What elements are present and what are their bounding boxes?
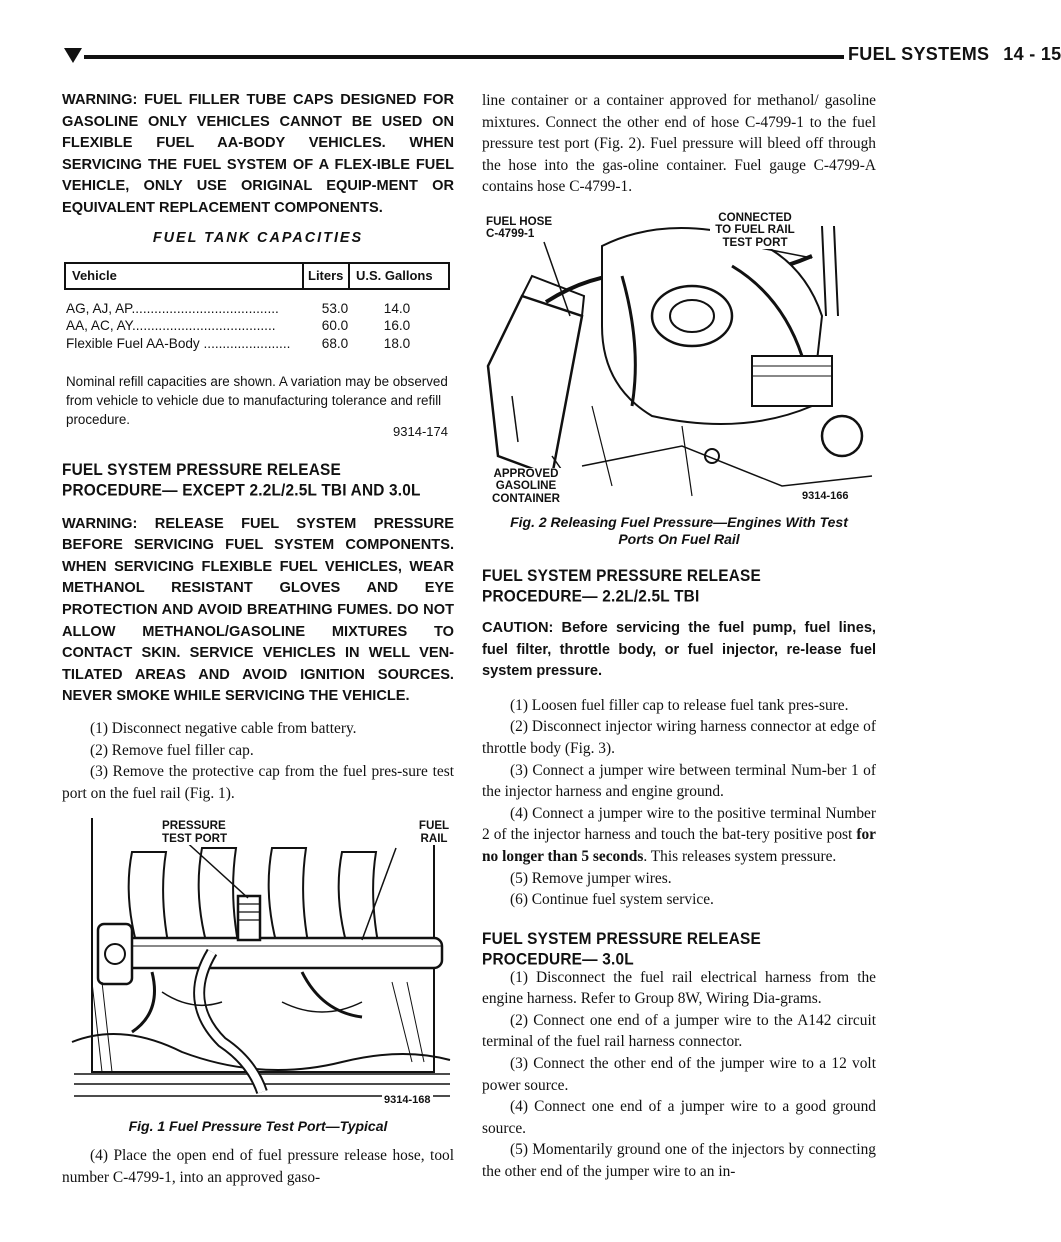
table-body <box>66 300 448 353</box>
table-row <box>66 317 448 335</box>
table-header <box>64 262 450 290</box>
figure-2-releasing-fuel-pressure <box>482 206 876 510</box>
table-row <box>66 335 448 353</box>
heading-line: FUEL SYSTEM PRESSURE RELEASE <box>482 929 761 949</box>
figure-1-caption: Fig. 1 Fuel Pressure Test Port—Typical <box>128 1118 388 1135</box>
header-vehicle: Vehicle <box>66 264 304 288</box>
label-gasoline-container: APPROVED GASOLINE CONTAINER <box>482 468 570 506</box>
figure-1-pressure-test-port <box>62 812 454 1114</box>
procedure-step: (1) Loosen fuel filler cap to release fuel tank pres-sure. <box>510 696 849 714</box>
heading-line: FUEL SYSTEM PRESSURE RELEASE <box>482 567 761 586</box>
page-header <box>848 44 1061 65</box>
continued-text: line container or a container approved for methanol/ gasoline mixtures. Connect the other end of hose C-4799-1 to the fuel pressure test port (Fig. 2). Fuel pressure will bleed off through the hose into the gas-oline container. Fuel gauge C-4799-A contains hose C-4799-1. <box>482 92 876 196</box>
cell-vehicle: AG, AJ, AP....................................... <box>66 300 279 316</box>
filler-cap-warning: WARNING: FUEL FILLER TUBE CAPS DESIGNED FOR GASOLINE ONLY VEHICLES CANNOT BE USED ON FLEXIBLE FUEL AA-BODY VEHICLES. WHEN SERVICING THE FUEL SYSTEM OF A FLEX-IBLE FUEL VEHICLE, ONLY USE ORIGINAL EQUIP-MENT OR EQUIVALENT REPLACEMENT COMPONENTS. <box>62 92 454 216</box>
pressure-release-warning: WARNING: RELEASE FUEL SYSTEM PRESSURE BEFORE SERVICING FUEL SYSTEM COMPONENTS. WHEN SERVICING FLEXIBLE FUEL VEHICLES, WEAR METHANOL RESISTANT GLOVES AND EYE PROTECTION AND AVOID BREATHING FUMES. DO NOT ALLOW METHANOL/GASOLINE MIXTURES TO CONTACT SKIN. SERVICE VEHICLES IN WELL VEN-TILATED AREAS AND AVOID IGNITION SOURCES. NEVER SMOKE WHILE SERVICING THE VEHICLE. <box>62 515 454 705</box>
header-liters: Liters <box>304 264 350 288</box>
cell-gallons: 16.0 <box>383 318 411 334</box>
table-row <box>66 300 448 318</box>
procedure-step: (1) Disconnect negative cable from battery. <box>90 719 357 737</box>
header-gallons: U.S. Gallons <box>356 268 433 284</box>
cell-liters: 60.0 <box>321 318 349 334</box>
cell-gallons: 14.0 <box>383 300 411 316</box>
procedure-step <box>482 803 876 868</box>
procedure-step: (5) Remove jumper wires. <box>510 869 672 887</box>
cell-vehicle: Flexible Fuel AA-Body ....................... <box>66 336 291 352</box>
label-fuel-rail: FUEL RAIL <box>414 820 454 845</box>
label-fuel-hose: FUEL HOSE C-4799-1 <box>484 216 558 241</box>
engine-illustration-2 <box>482 206 876 510</box>
right-column <box>482 90 876 1183</box>
caption-line: Fig. 2 Releasing Fuel Pressure—Engines With Test <box>510 513 848 530</box>
section-heading <box>482 566 876 607</box>
cell-liters: 68.0 <box>321 336 349 352</box>
cell-liters: 53.0 <box>321 300 349 316</box>
left-column <box>62 90 454 1188</box>
procedure-step: (3) Connect a jumper wire between terminal Num-ber 1 of the injector harness and engine ground. <box>482 761 876 801</box>
step-emphasis: for no longer than 5 seconds <box>482 826 876 865</box>
procedure-step: (3) Remove the protective cap from the fuel pres-sure test port on the fuel rail (Fig. 1). <box>62 763 454 802</box>
step-text: (4) Connect a jumper wire to the positive terminal Number 2 of the injector harness and touch the bat-tery positive post <box>482 804 876 844</box>
step-text: . This releases system pressure. <box>643 847 837 865</box>
procedure-step: (4) Connect one end of a jumper wire to a good ground source. <box>482 1098 876 1137</box>
caution-note: CAUTION: Before servicing the fuel pump, fuel lines, fuel filter, throttle body, or fuel injector, re-lease fuel system pressure. <box>482 619 876 680</box>
procedure-step: (3) Connect the other end of the jumper wire to a 12 volt power source. <box>482 1055 876 1094</box>
section-title: FUEL SYSTEMS <box>848 44 990 64</box>
procedure-step: (1) Disconnect the fuel rail electrical harness from the engine harness. Refer to Group 8W, Wiring Dia-grams. <box>482 968 876 1008</box>
capacity-note: Nominal refill capacities are shown. A variation may be observed from vehicle to vehicle due to manufacturing tolerance and refill procedure. <box>66 373 448 427</box>
cell-gallons: 18.0 <box>383 336 411 352</box>
label-connected-to-port: CONNECTED TO FUEL RAIL TEST PORT <box>710 212 800 250</box>
heading-line: PROCEDURE— EXCEPT 2.2L/2.5L TBI AND 3.0L <box>62 481 421 500</box>
page-number: 14 - 15 <box>1003 44 1061 64</box>
figure-2-caption <box>482 514 876 548</box>
engine-illustration-1 <box>62 812 454 1114</box>
figure-code: 9314-168 <box>384 1094 431 1107</box>
procedure-step: (2) Remove fuel filler cap. <box>90 741 254 759</box>
procedure-step: (4) Place the open end of fuel pressure release hose, tool number C-4799-1, into an approved gaso- <box>62 1147 454 1186</box>
label-pressure-test-port: PRESSURE TEST PORT <box>160 820 234 845</box>
cell-vehicle: AA, AC, AY...................................... <box>66 318 276 334</box>
procedure-step: (2) Disconnect injector wiring harness connector at edge of throttle body (Fig. 3). <box>482 718 876 757</box>
heading-line: PROCEDURE— 2.2L/2.5L TBI <box>482 587 700 606</box>
capacity-table-title: FUEL TANK CAPACITIES <box>152 229 364 246</box>
heading-line: PROCEDURE— 3.0L <box>482 950 634 969</box>
section-heading <box>62 460 454 501</box>
procedure-step: (6) Continue fuel system service. <box>510 891 714 909</box>
figure-code: 9314-174 <box>393 423 448 439</box>
procedure-step: (5) Momentarily ground one of the injectors by connecting the other end of the jumper wire to an in- <box>482 1141 876 1181</box>
fuel-tank-capacity-table <box>64 252 450 438</box>
header-rule <box>84 55 844 59</box>
caption-line: Ports On Fuel Rail <box>618 530 740 547</box>
section-heading <box>482 929 876 970</box>
figure-code: 9314-166 <box>802 489 849 502</box>
heading-line: FUEL SYSTEM PRESSURE RELEASE <box>62 460 341 480</box>
section-marker-icon <box>64 48 82 63</box>
procedure-step: (2) Connect one end of a jumper wire to the A142 circuit terminal of the fuel rail harness connector. <box>482 1011 876 1051</box>
